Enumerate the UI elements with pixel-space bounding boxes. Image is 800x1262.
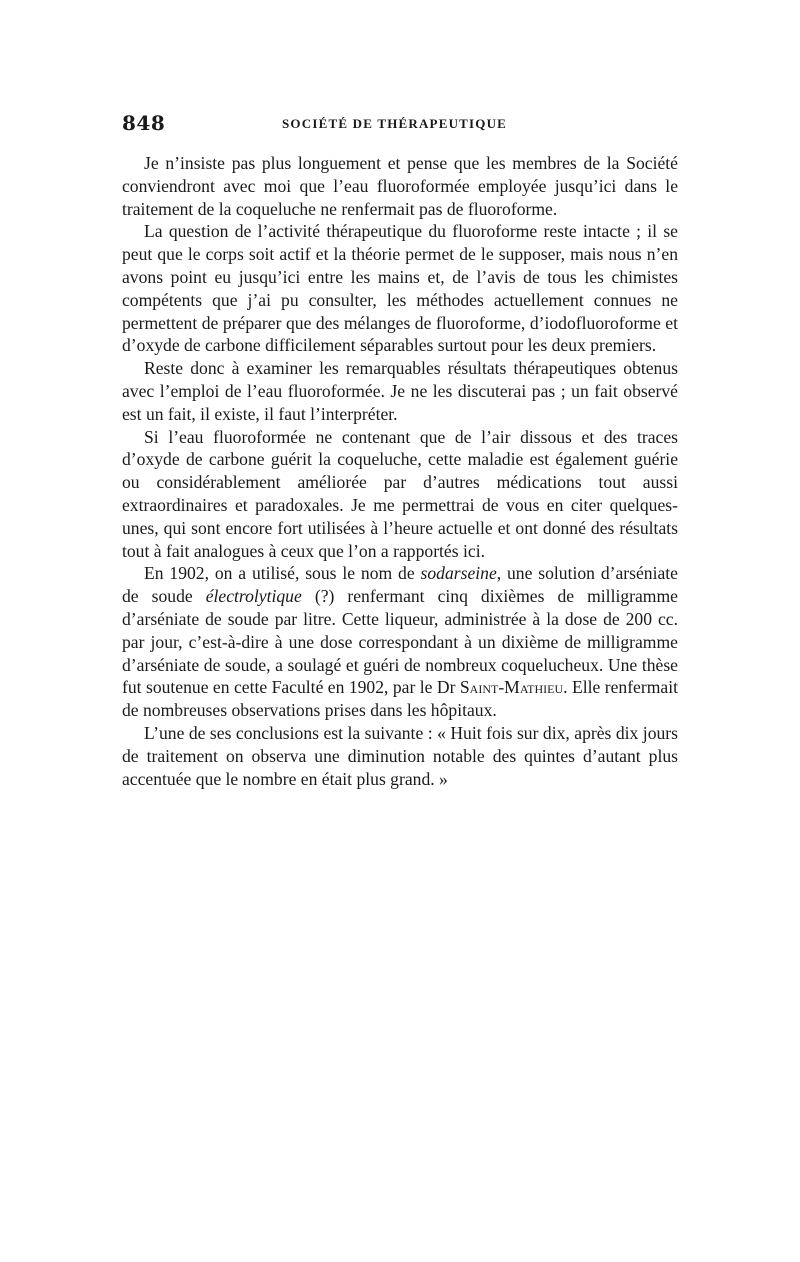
paragraph-5-part-2: , une solution d’arséniate de soude bbox=[122, 563, 678, 607]
page-header bbox=[122, 111, 682, 141]
paragraph-5 bbox=[122, 562, 678, 722]
paragraph-3: Reste donc à examiner les remarquables résultats thérapeutiques obtenus avec l’emploi de l’eau fluoroformée. Je ne les discuterai pas ; un fait observé est un fait, il existe, il faut l’interpréter. bbox=[122, 358, 678, 424]
body-text bbox=[122, 152, 678, 790]
paragraph-2: La question de l’activité thérapeutique du fluoroforme reste intacte ; il se peut que le corps soit actif et la théorie permet de le supposer, mais nous n’en avons point eu jusqu’ici entre les mains et, de l’avis de tous les chimistes compétents que j’ai pu consulter, les méthodes actuellement connues ne permettent de préparer que des mélanges de fluoroforme, d’iodofluoroforme et d’oxyde de carbone difficilement séparables surtout pour les deux premiers. bbox=[122, 221, 678, 356]
paragraph-5-part-3: (?) renfermant cinq dixièmes de milligramme d’arséniate de soude par litre. Cette liqueur, administrée à la dose de 200 cc. par jour, c’est-à-dire à une dose correspondant à un dixième de milligramme d’arséniate de soude, a soulagé et guéri de nombreux coquelucheux. Une thèse fut soutenue en cette Faculté en 1902, par le bbox=[122, 586, 678, 698]
paragraph-6: L’une de ses conclusions est la suivante : « Huit fois sur dix, après dix jours de traitement on observa une diminution notable des quintes d’autant plus accentuée que le nombre en était plus grand. » bbox=[122, 722, 678, 789]
italic-electrolytique: électrolytique bbox=[205, 586, 302, 607]
running-title: SOCIÉTÉ DE THÉRAPEUTIQUE bbox=[282, 116, 508, 131]
doctor-name: Saint-Mathieu bbox=[459, 677, 564, 698]
italic-sodarseine: sodarseine bbox=[420, 563, 497, 584]
page-number: 848 bbox=[122, 111, 166, 135]
paragraph-5-part-1: En 1902, on a utilisé, sous le nom de bbox=[144, 563, 421, 584]
paragraph-4: Si l’eau fluoroformée ne contenant que de l’air dissous et des traces d’oxyde de carbone guérit la coqueluche, cette maladie est également guérie ou considérablement améliorée par d’autres médications tout aussi extraordinaires et paradoxales. Je me permettrai de vous en citer quelques-unes, qui sont encore fort utilisées à l’heure actuelle et ont donné des résultats tout à fait analogues à ceux que l’on a rapportés ici. bbox=[122, 426, 678, 561]
paragraph-1: Je n’insiste pas plus longuement et pense que les membres de la Société conviendront avec moi que l’eau fluoroformée employée jusqu’ici dans le traitement de la coqueluche ne renfermait pas de fluoroforme. bbox=[122, 153, 678, 219]
paragraph-5-part-4: . Elle renfermait de nombreuses observations prises dans les hôpitaux. bbox=[122, 677, 678, 721]
doctor-prefix: Dr bbox=[436, 677, 456, 698]
